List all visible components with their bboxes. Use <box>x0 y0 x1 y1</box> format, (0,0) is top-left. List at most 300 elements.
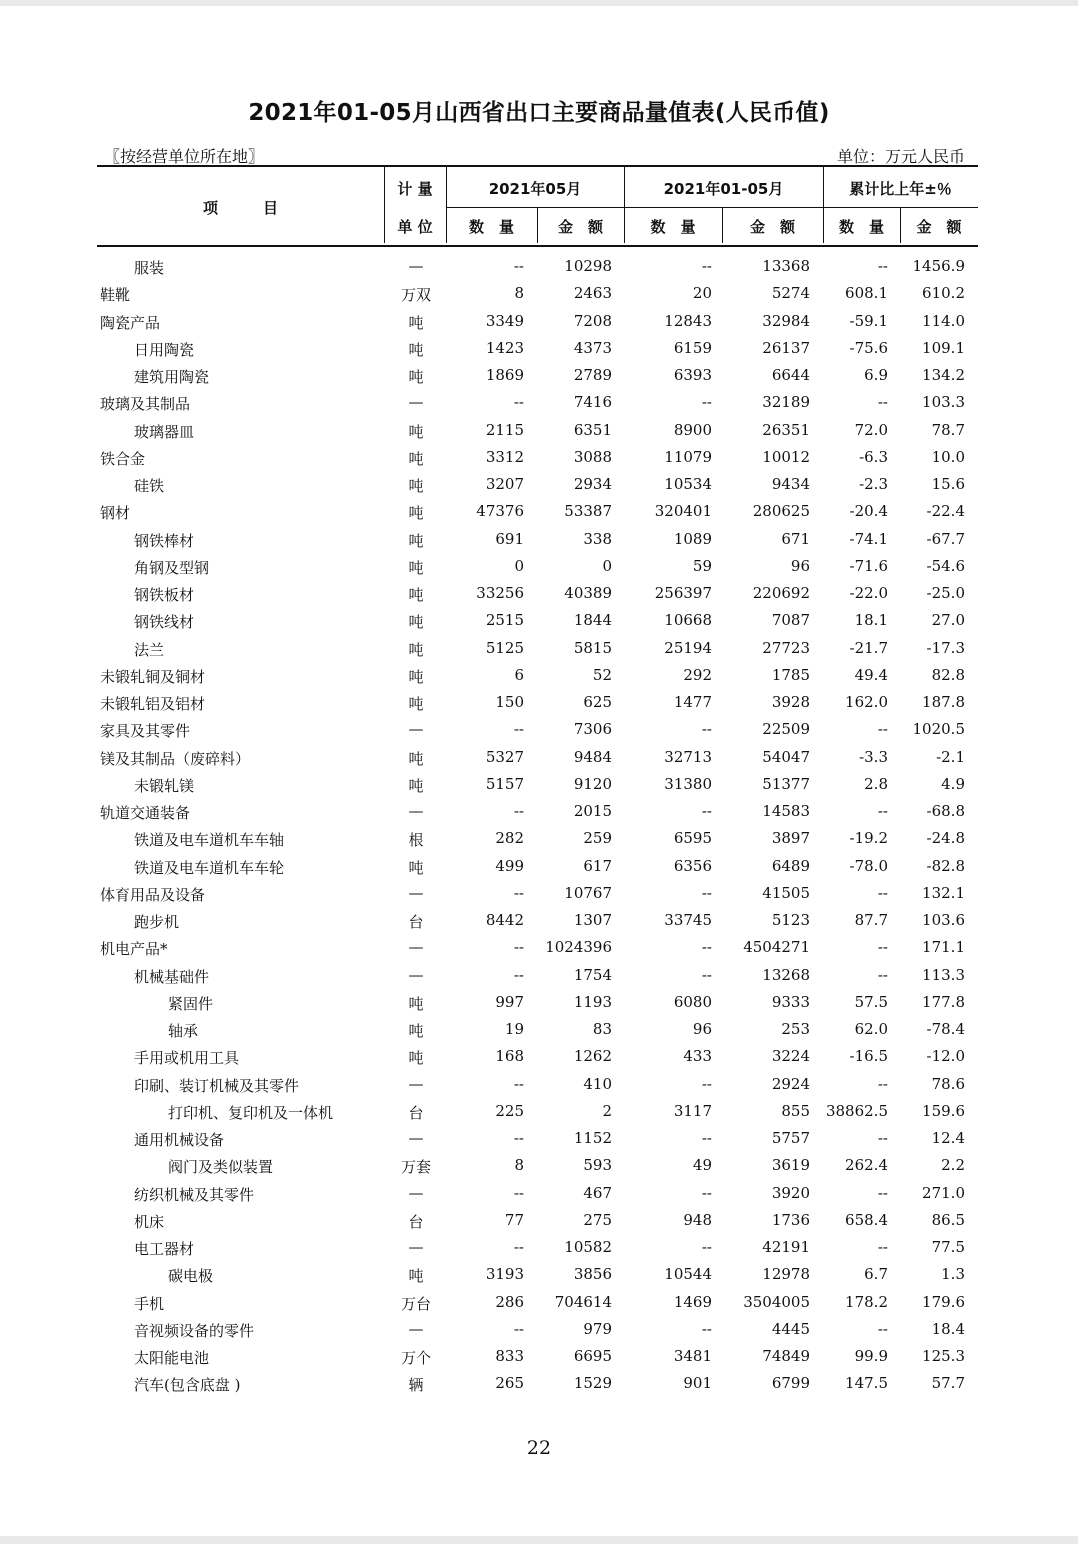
row-qty-month: -- <box>513 1129 524 1147</box>
row-name: 法兰 <box>134 640 165 659</box>
table-row <box>0 1044 1078 1071</box>
row-qty-month: 47376 <box>476 502 524 521</box>
row-qty-change: -- <box>877 802 888 820</box>
row-value-change: 187.8 <box>922 693 965 711</box>
table-row <box>0 1072 1078 1099</box>
row-value-change: -82.8 <box>926 856 965 875</box>
row-qty-month: -- <box>513 938 524 957</box>
table-row <box>0 663 1078 690</box>
row-qty-change: -- <box>877 720 888 739</box>
row-value-cumulative: 4504271 <box>743 938 810 957</box>
row-value-month: 9120 <box>573 774 612 793</box>
row-qty-cumulative: 49 <box>692 1156 712 1175</box>
row-unit: — <box>408 393 424 412</box>
row-value-cumulative: 42191 <box>762 1238 810 1256</box>
row-qty-month: 265 <box>495 1374 524 1393</box>
row-value-change: 82.8 <box>931 665 965 684</box>
header-unit-bottom: 单 位 <box>397 218 433 236</box>
row-name: 打印机、复印机及一体机 <box>168 1103 334 1122</box>
table-row <box>0 527 1078 554</box>
table-row <box>0 854 1078 881</box>
row-qty-month: 1423 <box>485 338 524 357</box>
row-value-cumulative: 5757 <box>771 1129 810 1147</box>
row-qty-month: 77 <box>504 1210 524 1229</box>
row-value-cumulative: 9333 <box>771 992 810 1011</box>
row-qty-month: -- <box>513 883 524 902</box>
row-value-month: 338 <box>583 529 612 548</box>
row-name: 机电产品* <box>100 940 168 959</box>
row-value-change: 113.3 <box>922 965 965 984</box>
row-value-month: 1024396 <box>545 938 612 957</box>
row-qty-cumulative: 1089 <box>673 529 712 548</box>
row-value-cumulative: 5274 <box>771 284 810 303</box>
table-row <box>0 1153 1078 1180</box>
table-row <box>0 390 1078 417</box>
row-qty-change: -71.6 <box>849 556 888 575</box>
row-qty-month: -- <box>513 257 524 275</box>
row-name: 鞋靴 <box>100 286 131 305</box>
header-group-change: 累计比上年±％ <box>849 180 952 198</box>
row-qty-change: 2.8 <box>864 774 888 793</box>
row-unit: 吨 <box>408 1049 424 1068</box>
basis-note: 〖按经营单位所在地〗 <box>104 147 265 166</box>
row-value-change: 1456.9 <box>912 257 965 275</box>
row-value-month: 1529 <box>573 1374 612 1393</box>
row-value-change: 103.6 <box>922 911 965 929</box>
row-value-change: -78.4 <box>926 1020 965 1038</box>
row-qty-change: 62.0 <box>854 1020 888 1038</box>
table-row <box>0 1290 1078 1317</box>
row-name: 建筑用陶瓷 <box>134 368 210 386</box>
page-number: 22 <box>526 1437 552 1459</box>
row-qty-change: 658.4 <box>845 1210 888 1229</box>
row-value-change: -25.0 <box>926 584 965 602</box>
row-qty-month: 2115 <box>485 420 524 439</box>
row-qty-change: 38862.5 <box>825 1101 888 1120</box>
row-value-month: 10582 <box>564 1238 612 1256</box>
row-name: 陶瓷产品 <box>100 313 161 332</box>
table-row <box>0 990 1078 1017</box>
header-value-cumulative: 金 额 <box>749 218 795 236</box>
row-value-cumulative: 74849 <box>762 1347 810 1365</box>
row-unit: 吨 <box>408 858 424 877</box>
row-qty-cumulative: 32713 <box>664 747 712 766</box>
row-name: 手用或机用工具 <box>134 1049 240 1068</box>
row-qty-change: -3.3 <box>859 747 888 766</box>
row-qty-change: 178.2 <box>845 1292 888 1311</box>
row-qty-change: -21.7 <box>849 638 888 657</box>
row-value-month: 979 <box>583 1319 612 1338</box>
row-qty-cumulative: -- <box>701 883 712 902</box>
row-name: 太阳能电池 <box>134 1349 210 1367</box>
row-value-month: 53387 <box>564 502 612 521</box>
row-qty-change: -- <box>877 1183 888 1202</box>
row-qty-cumulative: 292 <box>683 665 712 684</box>
row-qty-cumulative: 59 <box>692 556 712 575</box>
table-row <box>0 1262 1078 1289</box>
header-value-change: 金 额 <box>916 218 962 236</box>
table-row <box>0 281 1078 308</box>
row-qty-change: -- <box>877 938 888 957</box>
row-value-change: -12.0 <box>926 1047 965 1066</box>
row-qty-cumulative: 8900 <box>673 420 712 439</box>
row-name: 音视频设备的零件 <box>134 1321 255 1340</box>
row-value-change: -2.1 <box>936 747 965 766</box>
row-qty-cumulative: 948 <box>683 1210 712 1229</box>
row-unit: 吨 <box>408 667 424 686</box>
row-value-month: 7208 <box>573 311 612 330</box>
row-value-cumulative: 3928 <box>771 693 810 711</box>
row-value-month: 10767 <box>564 883 612 902</box>
row-value-month: 1307 <box>573 911 612 929</box>
table-row <box>0 418 1078 445</box>
row-unit: 吨 <box>408 695 424 713</box>
row-qty-month: 0 <box>514 556 524 575</box>
row-value-month: 275 <box>583 1210 612 1229</box>
row-qty-change: -78.0 <box>849 856 888 875</box>
row-value-cumulative: 7087 <box>771 611 810 630</box>
row-value-month: 52 <box>592 665 612 684</box>
row-qty-month: 19 <box>504 1020 524 1038</box>
row-unit: — <box>408 965 424 984</box>
table-row <box>0 881 1078 908</box>
row-name: 铁合金 <box>100 449 146 468</box>
row-unit: 吨 <box>408 340 424 359</box>
row-qty-month: 3312 <box>485 447 524 466</box>
row-unit: 万套 <box>400 1158 431 1177</box>
row-qty-cumulative: 11079 <box>664 447 712 466</box>
row-qty-cumulative: -- <box>701 1238 712 1256</box>
row-qty-cumulative: 433 <box>683 1047 712 1066</box>
row-qty-month: -- <box>513 965 524 984</box>
row-unit: 台 <box>408 913 424 931</box>
row-qty-change: -6.3 <box>859 447 888 466</box>
row-value-cumulative: 253 <box>781 1020 810 1038</box>
row-value-cumulative: 26351 <box>762 420 810 439</box>
row-unit: 吨 <box>408 994 424 1013</box>
row-unit: — <box>408 938 424 957</box>
row-qty-change: 262.4 <box>845 1156 888 1175</box>
row-value-cumulative: 22509 <box>762 720 810 739</box>
row-value-month: 1844 <box>573 611 612 630</box>
row-qty-cumulative: -- <box>701 720 712 739</box>
table-row <box>0 1099 1078 1126</box>
row-value-month: 2934 <box>573 475 612 493</box>
row-qty-month: 1869 <box>485 366 524 384</box>
row-qty-change: -59.1 <box>849 311 888 330</box>
row-value-cumulative: 855 <box>781 1101 810 1120</box>
table-row <box>0 690 1078 717</box>
row-unit: 吨 <box>408 1267 424 1286</box>
row-qty-change: 49.4 <box>854 665 888 684</box>
row-qty-month: 150 <box>495 693 524 711</box>
row-name: 铁道及电车道机车车轴 <box>134 831 285 850</box>
row-qty-month: 5327 <box>485 747 524 766</box>
row-unit: 台 <box>408 1103 424 1122</box>
row-unit: — <box>408 802 424 820</box>
row-name: 钢铁板材 <box>134 586 195 604</box>
row-value-cumulative: 32189 <box>762 393 810 412</box>
row-unit: — <box>408 1074 424 1093</box>
row-value-change: 15.6 <box>931 475 965 493</box>
row-value-change: 10.0 <box>931 447 965 466</box>
header-item: 项 目 <box>202 199 278 217</box>
row-unit: — <box>408 257 424 275</box>
table-row <box>0 1017 1078 1044</box>
row-value-month: 1152 <box>573 1129 612 1147</box>
row-qty-month: 499 <box>495 856 524 875</box>
row-value-change: 109.1 <box>922 338 965 357</box>
row-value-cumulative: 4445 <box>771 1319 810 1338</box>
row-name: 轨道交通装备 <box>100 804 191 822</box>
row-qty-change: -20.4 <box>849 502 888 521</box>
row-qty-cumulative: 10668 <box>664 611 712 630</box>
row-qty-cumulative: 320401 <box>654 502 712 521</box>
row-value-month: 410 <box>583 1074 612 1093</box>
table-row <box>0 826 1078 853</box>
row-value-change: 1020.5 <box>912 720 965 739</box>
row-value-cumulative: 13268 <box>762 965 810 984</box>
row-qty-cumulative: -- <box>701 393 712 412</box>
row-qty-month: 282 <box>495 829 524 848</box>
row-value-cumulative: 280625 <box>752 502 810 521</box>
row-unit: 吨 <box>408 586 424 604</box>
row-qty-month: -- <box>513 1238 524 1256</box>
row-value-change: 177.8 <box>922 992 965 1011</box>
row-value-cumulative: 9434 <box>771 475 810 493</box>
row-value-month: 1193 <box>573 992 612 1011</box>
row-value-cumulative: 12978 <box>762 1265 810 1284</box>
row-qty-cumulative: 96 <box>692 1020 712 1038</box>
row-unit: 万台 <box>400 1294 431 1313</box>
row-value-change: 4.9 <box>941 774 965 793</box>
row-qty-cumulative: -- <box>701 938 712 957</box>
row-qty-change: 99.9 <box>854 1347 888 1365</box>
row-unit: 吨 <box>408 776 424 795</box>
row-name: 纺织机械及其零件 <box>134 1185 255 1204</box>
row-value-cumulative: 1785 <box>771 665 810 684</box>
row-name: 未锻轧铝及铝材 <box>100 695 206 713</box>
row-qty-change: 6.9 <box>864 366 888 384</box>
row-name: 紧固件 <box>168 994 214 1013</box>
row-value-month: 1262 <box>573 1047 612 1066</box>
row-qty-month: -- <box>513 720 524 739</box>
table-row <box>0 445 1078 472</box>
row-value-cumulative: 41505 <box>762 883 810 902</box>
row-qty-cumulative: 6159 <box>673 338 712 357</box>
table-row <box>0 363 1078 390</box>
row-qty-change: 18.1 <box>854 611 888 630</box>
row-value-cumulative: 32984 <box>762 311 810 330</box>
row-qty-cumulative: 6393 <box>673 366 712 384</box>
row-unit: 吨 <box>408 313 424 332</box>
row-value-cumulative: 26137 <box>762 338 810 357</box>
table-row <box>0 1371 1078 1398</box>
row-qty-cumulative: 3481 <box>673 1347 712 1365</box>
row-value-change: 271.0 <box>922 1183 965 1202</box>
row-value-month: 7416 <box>573 393 612 412</box>
row-value-change: -17.3 <box>926 638 965 657</box>
row-value-change: 610.2 <box>922 284 965 303</box>
row-qty-cumulative: 25194 <box>664 638 712 657</box>
row-value-change: -54.6 <box>926 556 965 575</box>
row-qty-cumulative: 6595 <box>673 829 712 848</box>
row-name: 硅铁 <box>134 477 165 495</box>
row-value-change: 171.1 <box>922 938 965 957</box>
table-row <box>0 908 1078 935</box>
row-qty-change: -16.5 <box>849 1047 888 1066</box>
row-value-change: 18.4 <box>931 1319 965 1338</box>
row-qty-change: -19.2 <box>849 829 888 848</box>
row-qty-month: 8 <box>514 1156 524 1175</box>
row-name: 钢材 <box>100 504 131 523</box>
row-unit: 吨 <box>408 368 424 386</box>
page-title: 2021年01-05月山西省出口主要商品量值表(人民币值) <box>248 100 830 126</box>
row-value-change: 77.5 <box>931 1238 965 1256</box>
row-value-change: 179.6 <box>922 1292 965 1311</box>
row-value-month: 6695 <box>573 1347 612 1365</box>
table-row <box>0 772 1078 799</box>
row-value-cumulative: 6799 <box>771 1374 810 1393</box>
row-qty-cumulative: 256397 <box>654 584 712 602</box>
row-qty-cumulative: 20 <box>692 284 712 303</box>
row-value-change: 27.0 <box>931 611 965 630</box>
row-name: 体育用品及设备 <box>100 885 206 904</box>
row-qty-month: 3193 <box>485 1265 524 1284</box>
row-qty-cumulative: -- <box>701 802 712 820</box>
row-qty-month: -- <box>513 393 524 412</box>
header-value-month: 金 额 <box>557 218 603 236</box>
row-qty-change: -- <box>877 1238 888 1256</box>
table-row <box>0 336 1078 363</box>
table-row <box>0 309 1078 336</box>
row-value-month: 4373 <box>573 338 612 357</box>
row-value-change: 125.3 <box>922 1347 965 1365</box>
row-unit: 吨 <box>408 449 424 468</box>
table-row <box>0 963 1078 990</box>
row-value-cumulative: 14583 <box>762 802 810 820</box>
row-qty-month: -- <box>513 1319 524 1338</box>
row-value-month: 3088 <box>573 447 612 466</box>
row-name: 日用陶瓷 <box>134 340 195 359</box>
row-value-month: 7306 <box>573 720 612 739</box>
row-qty-cumulative: 10544 <box>664 1265 712 1284</box>
row-unit: 吨 <box>408 558 424 577</box>
row-value-change: 78.6 <box>931 1074 965 1093</box>
row-name: 机床 <box>134 1212 165 1231</box>
table-row <box>0 745 1078 772</box>
row-qty-month: 5157 <box>485 774 524 793</box>
row-qty-change: -- <box>877 257 888 275</box>
row-value-cumulative: 10012 <box>762 447 810 466</box>
row-qty-change: -75.6 <box>849 338 888 357</box>
row-value-cumulative: 6644 <box>771 366 810 384</box>
row-qty-change: -- <box>877 883 888 902</box>
row-name: 家具及其零件 <box>100 722 191 741</box>
row-qty-change: 87.7 <box>854 911 888 929</box>
row-value-month: 40389 <box>564 584 612 602</box>
row-value-cumulative: 3504005 <box>743 1292 810 1311</box>
row-qty-cumulative: 901 <box>683 1374 712 1393</box>
row-name: 碳电极 <box>168 1267 214 1286</box>
row-value-cumulative: 3897 <box>771 829 810 848</box>
row-qty-cumulative: 6356 <box>673 856 712 875</box>
row-value-change: -24.8 <box>926 829 965 848</box>
row-value-month: 10298 <box>564 257 612 275</box>
header-qty-change: 数 量 <box>838 218 884 236</box>
row-qty-month: 691 <box>495 529 524 548</box>
row-value-cumulative: 3920 <box>771 1183 810 1202</box>
table-body <box>0 254 1078 1399</box>
row-name: 钢铁线材 <box>134 613 195 632</box>
row-value-change: 12.4 <box>931 1129 965 1147</box>
row-qty-month: 8442 <box>485 911 524 929</box>
row-qty-month: 33256 <box>476 584 524 602</box>
row-value-change: 159.6 <box>922 1101 965 1120</box>
row-unit: — <box>408 1238 424 1256</box>
row-unit: 吨 <box>408 749 424 768</box>
row-name: 通用机械设备 <box>134 1131 225 1149</box>
header-group-cumulative: 2021年01-05月 <box>663 180 784 198</box>
row-qty-month: 5125 <box>485 638 524 657</box>
row-qty-change: 162.0 <box>845 693 888 711</box>
row-value-month: 9484 <box>573 747 612 766</box>
row-unit: 万个 <box>400 1349 431 1367</box>
row-unit: 吨 <box>408 477 424 495</box>
row-qty-change: -2.3 <box>859 475 888 493</box>
row-value-cumulative: 96 <box>790 556 810 575</box>
row-value-change: 132.1 <box>922 883 965 902</box>
table-row <box>0 717 1078 744</box>
row-value-change: 1.3 <box>941 1265 965 1284</box>
row-value-change: 86.5 <box>931 1210 965 1229</box>
header-group-month: 2021年05月 <box>488 180 582 198</box>
row-unit: — <box>408 1129 424 1147</box>
row-qty-cumulative: 1477 <box>673 693 712 711</box>
row-value-cumulative: 3619 <box>771 1156 810 1175</box>
row-qty-month: -- <box>513 1074 524 1093</box>
row-name: 未锻轧铜及铜材 <box>100 667 206 686</box>
row-name: 汽车(包含底盘 ) <box>134 1376 241 1395</box>
row-value-cumulative: 2924 <box>771 1074 810 1093</box>
row-unit: — <box>408 883 424 902</box>
row-qty-month: 8 <box>514 284 524 303</box>
row-unit: 吨 <box>408 531 424 550</box>
row-value-change: 114.0 <box>922 311 965 330</box>
row-name: 镁及其制品（废碎料） <box>100 749 251 768</box>
row-qty-cumulative: -- <box>701 1129 712 1147</box>
row-unit: 辆 <box>408 1376 424 1395</box>
row-name: 跑步机 <box>134 913 180 931</box>
table-row <box>0 499 1078 526</box>
row-value-change: -67.7 <box>926 529 965 548</box>
row-qty-change: -- <box>877 965 888 984</box>
row-qty-cumulative: 3117 <box>673 1101 712 1120</box>
row-name: 机械基础件 <box>134 967 210 986</box>
row-name: 电工器材 <box>134 1240 195 1258</box>
row-qty-month: 833 <box>495 1347 524 1365</box>
row-value-month: 2463 <box>573 284 612 303</box>
row-qty-change: -- <box>877 1319 888 1338</box>
header-qty-cumulative: 数 量 <box>650 218 696 236</box>
table-row <box>0 799 1078 826</box>
table-row <box>0 1181 1078 1208</box>
row-name: 玻璃器皿 <box>134 422 195 441</box>
row-unit: 根 <box>408 831 424 850</box>
row-unit: 台 <box>408 1212 424 1231</box>
row-unit: 吨 <box>408 1022 424 1040</box>
row-value-change: 57.7 <box>931 1374 965 1393</box>
